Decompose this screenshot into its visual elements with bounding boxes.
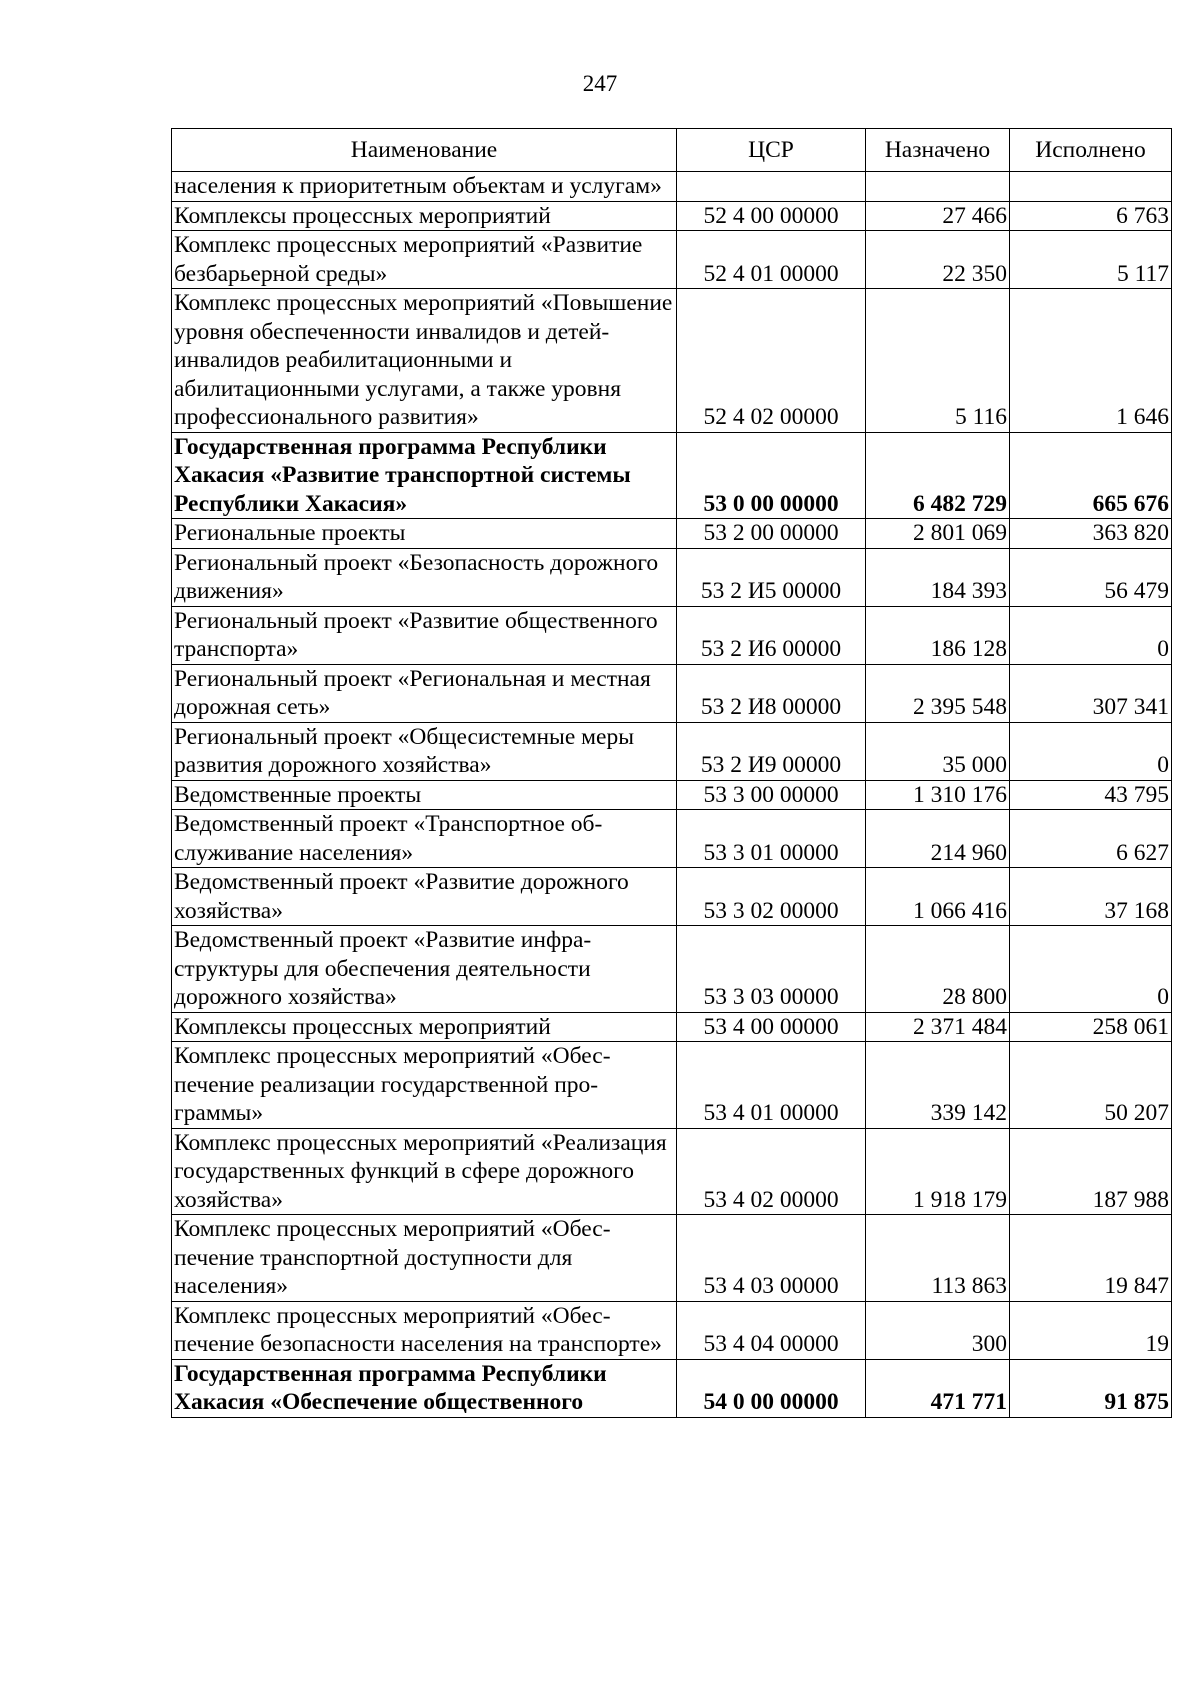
row-executed-cell: 0 <box>1010 606 1172 664</box>
table-row <box>172 926 1172 1013</box>
row-executed-cell: 19 <box>1010 1301 1172 1359</box>
row-assigned-cell: 339 142 <box>866 1042 1010 1129</box>
row-name-cell: Региональный проект «Региональная и местная дорожная сеть» <box>172 664 677 722</box>
row-name-cell: Региональный проект «Развитие общественного транспорта» <box>172 606 677 664</box>
row-assigned-cell: 27 466 <box>866 201 1010 231</box>
row-assigned-cell: 2 371 484 <box>866 1012 1010 1042</box>
row-name-cell: Комплекс процессных мероприятий «Обеспечение безопасности населения на транспорте» <box>172 1301 677 1359</box>
table-row <box>172 780 1172 810</box>
table-row <box>172 606 1172 664</box>
row-assigned-cell: 1 310 176 <box>866 780 1010 810</box>
table-row <box>172 722 1172 780</box>
row-name-cell: Государственная программа Республики Хакасия «Обеспечение общественного <box>172 1359 677 1417</box>
row-csr-cell: 53 2 И5 00000 <box>677 548 866 606</box>
row-executed-cell: 665 676 <box>1010 432 1172 519</box>
row-csr-cell: 54 0 00 00000 <box>677 1359 866 1417</box>
row-executed-cell: 37 168 <box>1010 868 1172 926</box>
row-executed-cell: 307 341 <box>1010 664 1172 722</box>
table-row <box>172 810 1172 868</box>
table-row <box>172 289 1172 433</box>
row-csr-cell: 53 4 00 00000 <box>677 1012 866 1042</box>
row-name-cell: Комплексы процессных мероприятий <box>172 1012 677 1042</box>
row-csr-cell: 53 3 02 00000 <box>677 868 866 926</box>
row-assigned-cell: 300 <box>866 1301 1010 1359</box>
row-name-cell: Комплекс процессных мероприятий «Повышение уровня обеспеченности инвалидов и детей-инвалидов реабилитационными и абилитационными услугами, а также уровня профессионального развития» <box>172 289 677 433</box>
row-name-cell: Ведомственный проект «Развитие дорожного хозяйства» <box>172 868 677 926</box>
row-name-cell: Комплекс процессных мероприятий «Обеспечение транспортной доступности для населения» <box>172 1215 677 1302</box>
header-name: Наименование <box>172 129 677 172</box>
row-assigned-cell: 186 128 <box>866 606 1010 664</box>
row-executed-cell: 5 117 <box>1010 231 1172 289</box>
table-row <box>172 231 1172 289</box>
row-executed-cell: 91 875 <box>1010 1359 1172 1417</box>
table-row <box>172 1215 1172 1302</box>
row-executed-cell: 50 207 <box>1010 1042 1172 1129</box>
table-row <box>172 201 1172 231</box>
row-executed-cell: 1 646 <box>1010 289 1172 433</box>
row-executed-cell: 19 847 <box>1010 1215 1172 1302</box>
row-name-cell: Региональный проект «Безопасность дорожного движения» <box>172 548 677 606</box>
table-row <box>172 548 1172 606</box>
row-executed-cell: 363 820 <box>1010 519 1172 549</box>
row-name-cell: Комплекс процессных мероприятий «Обеспечение реализации государственной программы» <box>172 1042 677 1129</box>
row-name-cell: Региональный проект «Общесистемные меры развития дорожного хозяйства» <box>172 722 677 780</box>
header-assigned: Назначено <box>866 129 1010 172</box>
row-csr-cell: 53 3 03 00000 <box>677 926 866 1013</box>
row-assigned-cell: 2 801 069 <box>866 519 1010 549</box>
table-row <box>172 432 1172 519</box>
table-row <box>172 1359 1172 1417</box>
row-executed-cell: 43 795 <box>1010 780 1172 810</box>
row-executed-cell: 6 627 <box>1010 810 1172 868</box>
row-assigned-cell: 2 395 548 <box>866 664 1010 722</box>
row-assigned-cell: 113 863 <box>866 1215 1010 1302</box>
row-assigned-cell: 1 918 179 <box>866 1128 1010 1215</box>
row-csr-cell: 52 4 02 00000 <box>677 289 866 433</box>
table-row <box>172 1042 1172 1129</box>
table-row <box>172 664 1172 722</box>
table-row <box>172 519 1172 549</box>
row-assigned-cell: 6 482 729 <box>866 432 1010 519</box>
row-assigned-cell: 22 350 <box>866 231 1010 289</box>
page-number: 247 <box>582 71 618 96</box>
row-csr-cell: 52 4 00 00000 <box>677 201 866 231</box>
row-csr-cell: 53 4 03 00000 <box>677 1215 866 1302</box>
table-row <box>172 868 1172 926</box>
row-csr-cell: 53 2 00 00000 <box>677 519 866 549</box>
row-assigned-cell: 1 066 416 <box>866 868 1010 926</box>
row-executed-cell: 258 061 <box>1010 1012 1172 1042</box>
row-executed-cell: 0 <box>1010 722 1172 780</box>
table-row <box>172 1301 1172 1359</box>
row-name-cell: Ведомственный проект «Транспортное обслуживание населения» <box>172 810 677 868</box>
table-row <box>172 172 1172 202</box>
row-name-cell: Ведомственные проекты <box>172 780 677 810</box>
row-executed-cell: 56 479 <box>1010 548 1172 606</box>
row-csr-cell: 53 4 01 00000 <box>677 1042 866 1129</box>
row-executed-cell: 0 <box>1010 926 1172 1013</box>
row-csr-cell: 53 4 04 00000 <box>677 1301 866 1359</box>
row-name-cell: Региональные проекты <box>172 519 677 549</box>
table-body <box>172 172 1172 1418</box>
row-csr-cell: 53 2 И6 00000 <box>677 606 866 664</box>
row-name-cell: Комплексы процессных мероприятий <box>172 201 677 231</box>
header-executed: Исполнено <box>1010 129 1172 172</box>
row-assigned-cell: 184 393 <box>866 548 1010 606</box>
row-assigned-cell: 35 000 <box>866 722 1010 780</box>
row-csr-cell: 53 2 И8 00000 <box>677 664 866 722</box>
row-executed-cell: 187 988 <box>1010 1128 1172 1215</box>
row-name-cell: Комплекс процессных мероприятий «Реализация государственных функций в сфере дорожного хозяйства» <box>172 1128 677 1215</box>
header-csr: ЦСР <box>677 129 866 172</box>
row-csr-cell <box>677 172 866 202</box>
table-row <box>172 1012 1172 1042</box>
row-csr-cell: 53 3 00 00000 <box>677 780 866 810</box>
row-csr-cell: 53 0 00 00000 <box>677 432 866 519</box>
row-assigned-cell <box>866 172 1010 202</box>
budget-table <box>171 128 1172 1418</box>
table-row <box>172 1128 1172 1215</box>
row-executed-cell <box>1010 172 1172 202</box>
row-csr-cell: 52 4 01 00000 <box>677 231 866 289</box>
row-name-cell: Государственная программа Республики Хакасия «Развитие транспортной системы Республики Хакасия» <box>172 432 677 519</box>
row-assigned-cell: 28 800 <box>866 926 1010 1013</box>
row-csr-cell: 53 4 02 00000 <box>677 1128 866 1215</box>
header-row <box>172 129 1172 172</box>
row-assigned-cell: 214 960 <box>866 810 1010 868</box>
table-header <box>172 129 1172 172</box>
row-name-cell: Комплекс процессных мероприятий «Развитие безбарьерной среды» <box>172 231 677 289</box>
row-name-cell: населения к приоритетным объектам и услугам» <box>172 172 677 202</box>
row-assigned-cell: 471 771 <box>866 1359 1010 1417</box>
row-executed-cell: 6 763 <box>1010 201 1172 231</box>
row-assigned-cell: 5 116 <box>866 289 1010 433</box>
row-csr-cell: 53 3 01 00000 <box>677 810 866 868</box>
row-name-cell: Ведомственный проект «Развитие инфраструктуры для обеспечения деятельности дорожного хозяйства» <box>172 926 677 1013</box>
row-csr-cell: 53 2 И9 00000 <box>677 722 866 780</box>
